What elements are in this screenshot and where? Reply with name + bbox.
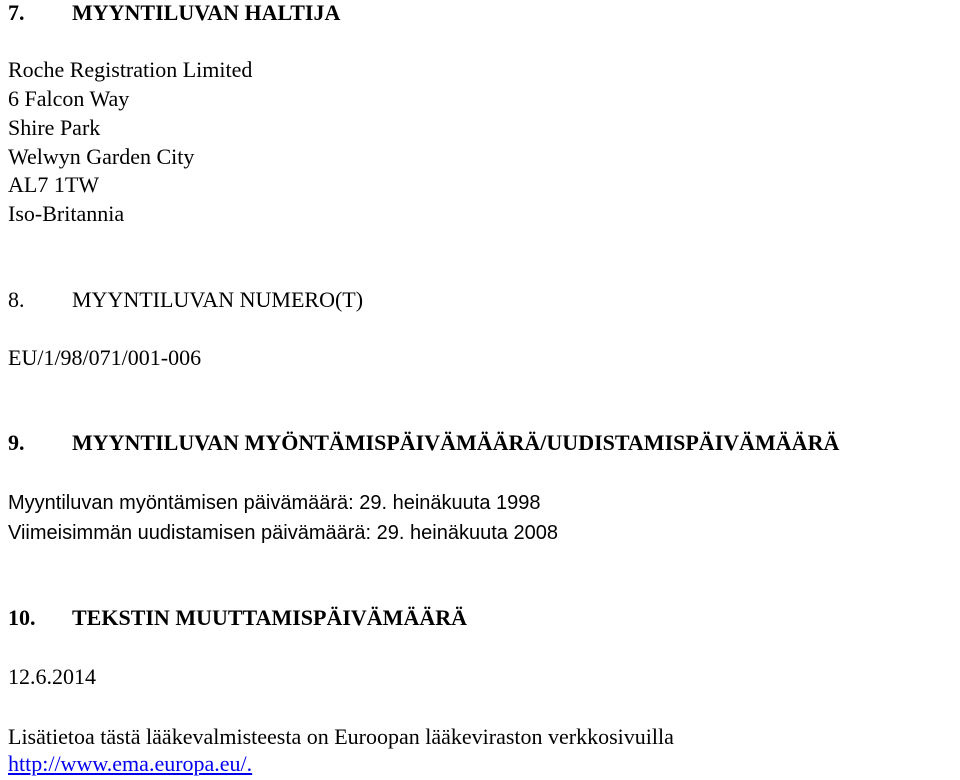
section-9-number: 9. xyxy=(8,430,25,455)
address-line: Iso-Britannia xyxy=(8,201,125,226)
more-info-text: Lisätietoa tästä lääkevalmisteesta on Euroopan lääkeviraston verkkosivuilla xyxy=(8,724,674,749)
section-10-number: 10. xyxy=(8,605,36,630)
section-7-heading xyxy=(8,0,340,26)
first-authorisation-date: Myyntiluvan myöntämisen päivämäärä: 29. heinäkuuta 1998 xyxy=(8,492,541,514)
section-10-title: TEKSTIN MUUTTAMISPÄIVÄMÄÄRÄ xyxy=(72,605,468,630)
ema-website xyxy=(8,751,252,777)
section-7-number: 7. xyxy=(8,0,25,25)
latest-renewal-date: Viimeisimmän uudistamisen päivämäärä: 29. heinäkuuta 2008 xyxy=(8,522,558,544)
section-9-title: MYYNTILUVAN MYÖNTÄMISPÄIVÄMÄÄRÄ/UUDISTAMISPÄIVÄMÄÄRÄ xyxy=(72,430,840,455)
address-line: 6 Falcon Way xyxy=(8,86,130,111)
section-7-title: MYYNTILUVAN HALTIJA xyxy=(72,0,341,25)
revision-date: 12.6.2014 xyxy=(8,664,96,689)
section-9-heading xyxy=(8,430,839,456)
section-8-title: MYYNTILUVAN NUMERO(T) xyxy=(72,287,364,312)
authorisation-number: EU/1/98/071/001-006 xyxy=(8,345,202,370)
address-line: Roche Registration Limited xyxy=(8,57,253,82)
address-line: Shire Park xyxy=(8,115,101,140)
section-8-number: 8. xyxy=(8,287,25,312)
section-8-heading xyxy=(8,287,363,313)
address-line: Welwyn Garden City xyxy=(8,144,195,169)
address-line: AL7 1TW xyxy=(8,172,100,197)
ema-website-link[interactable]: http://www.ema.europa.eu/. xyxy=(8,751,253,776)
section-10-heading xyxy=(8,605,467,631)
